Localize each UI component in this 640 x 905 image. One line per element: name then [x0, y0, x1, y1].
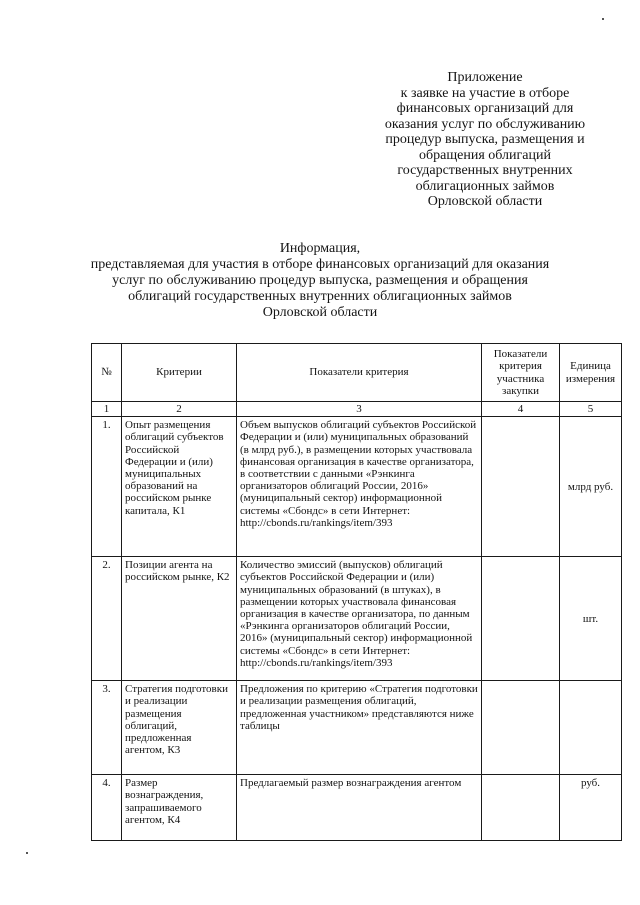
- info-line: услуг по обслуживанию процедур выпуска, размещения и обращения: [112, 273, 528, 288]
- header-indicator: Показатели критерия: [237, 344, 482, 402]
- appendix-header: [360, 70, 610, 210]
- row-participant: [482, 557, 560, 681]
- row-indicator: Объем выпусков облигаций субъектов Российской Федерации и (или) муниципальных образований (в млрд руб.), в размещении которых участвовала финансовая организация в качестве организатора, в соответствии с данными «Рэнкинга организаторов облигаций России, 2016» (муниципальный сектор) информационной системы «Сбондс» в сети Интернет: http://cbonds.ru/rankings/item/393: [237, 417, 482, 557]
- info-line: Орловской области: [262, 305, 378, 320]
- appendix-line: облигационных займов: [415, 178, 555, 194]
- row-participant: [482, 775, 560, 841]
- row-num: 2.: [92, 557, 122, 681]
- row-criterion: Опыт размещения облигаций субъектов Российской Федерации и (или) муниципальных образований на российском рынке капитала, К1: [122, 417, 237, 557]
- column-number: 4: [482, 402, 560, 417]
- row-unit: руб.: [560, 775, 622, 841]
- header-num: №: [92, 344, 122, 402]
- row-num: 3.: [92, 681, 122, 775]
- row-participant: [482, 681, 560, 775]
- appendix-line: государственных внутренних: [397, 163, 573, 178]
- row-indicator: Предложения по критерию «Стратегия подготовки и реализации размещения облигаций, предложенная участником» представляются ниже таблицы: [237, 681, 482, 775]
- row-num: 4.: [92, 775, 122, 841]
- column-number: 5: [560, 402, 622, 417]
- column-number: 1: [92, 402, 122, 417]
- scan-speck: [26, 852, 28, 854]
- table-row: [92, 775, 622, 841]
- appendix-line: процедур выпуска, размещения и: [385, 132, 585, 147]
- info-line: представляемая для участия в отборе финансовых организаций для оказания: [90, 257, 550, 272]
- appendix-line: Орловской области: [427, 194, 543, 209]
- row-num: 1.: [92, 417, 122, 557]
- header-unit: Единица измерения: [560, 344, 622, 402]
- row-participant: [482, 417, 560, 557]
- appendix-line: обращения облигаций: [419, 147, 551, 163]
- row-criterion: Стратегия подготовки и реализации размещения облигаций, предложенная агентом, К3: [122, 681, 237, 775]
- table-row: [92, 417, 622, 557]
- table-row: [92, 681, 622, 775]
- information-title: [30, 241, 610, 321]
- column-number: 3: [237, 402, 482, 417]
- criteria-table: [91, 343, 622, 841]
- row-indicator: Количество эмиссий (выпусков) облигаций субъектов Российской Федерации и (или) муниципальных образований (в штуках), в размещении которых участвовала финансовая организация в качестве организатора, по данным «Рэнкинга организаторов облигаций России, 2016» (муниципальный сектор) информационной системы «Сбондс» в сети Интернет: http://cbonds.ru/rankings/item/393: [237, 557, 482, 681]
- scan-speck: [602, 18, 604, 20]
- table-row: [92, 557, 622, 681]
- row-unit: [560, 681, 622, 775]
- appendix-line: Приложение: [447, 70, 523, 85]
- row-unit: шт.: [560, 557, 622, 681]
- row-unit: млрд руб.: [560, 417, 622, 557]
- info-line: Информация,: [279, 241, 361, 256]
- column-numbers-row: [92, 402, 622, 417]
- row-criterion: Размер вознаграждения, запрашиваемого агентом, К4: [122, 775, 237, 841]
- row-indicator: Предлагаемый размер вознаграждения агентом: [237, 775, 482, 841]
- table-header-row: [92, 344, 622, 402]
- header-criterion: Критерии: [122, 344, 237, 402]
- row-criterion: Позиции агента на российском рынке, К2: [122, 557, 237, 681]
- info-line: облигаций государственных внутренних облигационных займов: [128, 289, 512, 304]
- column-number: 2: [122, 402, 237, 417]
- header-participant: Показатели критерия участника закупки: [482, 344, 560, 402]
- appendix-line: к заявке на участие в отборе: [400, 85, 570, 101]
- appendix-line: финансовых организаций для: [396, 101, 574, 116]
- appendix-line: оказания услуг по обслуживанию: [384, 116, 586, 132]
